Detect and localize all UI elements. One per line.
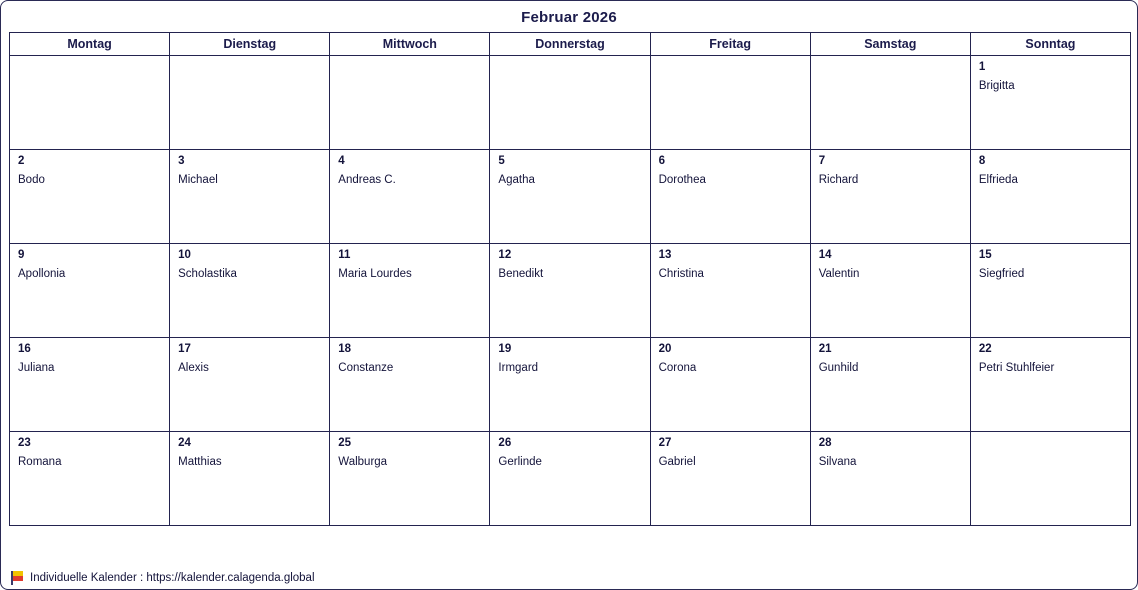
day-number: 21: [818, 343, 832, 355]
day-cell[interactable]: [970, 150, 1130, 244]
page-title: Februar 2026: [521, 9, 617, 26]
day-cell[interactable]: [970, 338, 1130, 432]
day-cell[interactable]: [170, 56, 330, 150]
weekday-header-samstag: Samstag: [810, 33, 970, 56]
day-saint-name: Gabriel: [658, 456, 696, 468]
weekday-header-dienstag: Dienstag: [170, 33, 330, 56]
day-saint-name: Andreas C.: [338, 174, 396, 186]
day-cell[interactable]: [330, 432, 490, 526]
day-saint-name: Brigitta: [978, 80, 1015, 92]
day-cell[interactable]: [170, 150, 330, 244]
day-cell[interactable]: [650, 150, 810, 244]
weekday-header-freitag: Freitag: [650, 33, 810, 56]
day-number: 15: [978, 249, 992, 261]
day-number: 4: [338, 155, 345, 167]
footer-text: Individuelle Kalender : https://kalender.calagenda.global: [30, 572, 315, 584]
day-cell[interactable]: [10, 150, 170, 244]
day-cell[interactable]: [170, 432, 330, 526]
day-saint-name: Siegfried: [978, 268, 1025, 280]
day-cell[interactable]: [10, 56, 170, 150]
day-number: 9: [18, 249, 25, 261]
day-number: 28: [818, 437, 832, 449]
day-cell[interactable]: [490, 244, 650, 338]
day-saint-name: Richard: [818, 174, 859, 186]
day-saint-name: Scholastika: [178, 268, 237, 280]
day-cell[interactable]: [490, 150, 650, 244]
day-cell[interactable]: [970, 56, 1130, 150]
day-cell[interactable]: [970, 244, 1130, 338]
day-saint-name: Apollonia: [18, 268, 66, 280]
day-cell[interactable]: [170, 338, 330, 432]
day-cell[interactable]: [10, 244, 170, 338]
day-saint-name: Juliana: [18, 362, 55, 374]
day-number: 24: [178, 437, 191, 449]
day-number: 11: [338, 249, 351, 261]
calendar-week-row: [10, 150, 1131, 244]
day-saint-name: Walburga: [338, 456, 388, 468]
day-cell[interactable]: [650, 56, 810, 150]
day-number: 6: [658, 155, 665, 167]
day-saint-name: Valentin: [818, 268, 860, 280]
day-cell[interactable]: [650, 432, 810, 526]
day-number: 16: [18, 343, 31, 355]
weekday-header-sonntag: Sonntag: [970, 33, 1130, 56]
footer: [11, 571, 315, 585]
weekday-header-mittwoch: Mittwoch: [330, 33, 490, 56]
day-saint-name: Petri Stuhlfeier: [978, 362, 1055, 374]
day-saint-name: Bodo: [18, 174, 45, 186]
day-number: 14: [818, 249, 832, 261]
day-saint-name: Constanze: [338, 362, 394, 374]
day-cell[interactable]: [970, 432, 1130, 526]
day-number: 23: [18, 437, 31, 449]
day-saint-name: Elfrieda: [978, 174, 1018, 186]
day-cell[interactable]: [810, 150, 970, 244]
day-cell[interactable]: [650, 244, 810, 338]
day-cell[interactable]: [490, 432, 650, 526]
day-number: 12: [498, 249, 512, 261]
day-saint-name: Maria Lourdes: [338, 268, 412, 280]
day-number: 2: [18, 155, 25, 167]
day-number: 5: [498, 155, 505, 167]
day-cell[interactable]: [330, 150, 490, 244]
day-cell[interactable]: [810, 432, 970, 526]
calendar-week-row: [10, 244, 1131, 338]
day-cell[interactable]: [810, 338, 970, 432]
day-cell[interactable]: [330, 338, 490, 432]
day-number: 17: [178, 343, 191, 355]
day-cell[interactable]: [810, 56, 970, 150]
day-cell[interactable]: [490, 56, 650, 150]
day-saint-name: Dorothea: [658, 174, 706, 186]
day-cell[interactable]: [10, 432, 170, 526]
calendar-week-row: [10, 56, 1131, 150]
day-saint-name: Romana: [18, 456, 62, 468]
day-saint-name: Alexis: [178, 362, 209, 374]
day-cell[interactable]: [650, 338, 810, 432]
calendar-week-row: [10, 338, 1131, 432]
day-saint-name: Michael: [178, 174, 218, 186]
day-number: 7: [818, 155, 826, 167]
day-saint-name: Matthias: [178, 456, 222, 468]
day-number: 13: [658, 249, 672, 261]
day-number: 3: [178, 155, 185, 167]
day-number: 27: [658, 437, 672, 449]
calendar-week-row: [10, 432, 1131, 526]
day-saint-name: Agatha: [498, 174, 535, 186]
day-cell[interactable]: [10, 338, 170, 432]
day-cell[interactable]: [170, 244, 330, 338]
day-saint-name: Gunhild: [818, 362, 859, 374]
day-saint-name: Christina: [658, 268, 704, 280]
day-number: 19: [498, 343, 512, 355]
day-cell[interactable]: [490, 338, 650, 432]
day-number: 25: [338, 437, 352, 449]
day-number: 22: [978, 343, 992, 355]
calendar-table: [9, 32, 1131, 526]
day-saint-name: Corona: [658, 362, 697, 374]
day-number: 8: [978, 155, 986, 167]
day-saint-name: Irmgard: [498, 362, 539, 374]
day-number: 26: [498, 437, 512, 449]
day-number: 10: [178, 249, 191, 261]
weekday-header-donnerstag: Donnerstag: [490, 33, 650, 56]
day-saint-name: Silvana: [818, 456, 857, 468]
day-saint-name: Benedikt: [498, 268, 544, 280]
day-cell[interactable]: [330, 56, 490, 150]
day-cell[interactable]: [330, 244, 490, 338]
day-number: 1: [978, 61, 986, 73]
weekday-header-montag: Montag: [10, 33, 170, 56]
day-saint-name: Gerlinde: [498, 456, 542, 468]
weekday-header-row: [10, 33, 1131, 56]
day-number: 18: [338, 343, 352, 355]
flag-icon: [11, 571, 24, 585]
day-cell[interactable]: [810, 244, 970, 338]
day-number: 20: [658, 343, 672, 355]
